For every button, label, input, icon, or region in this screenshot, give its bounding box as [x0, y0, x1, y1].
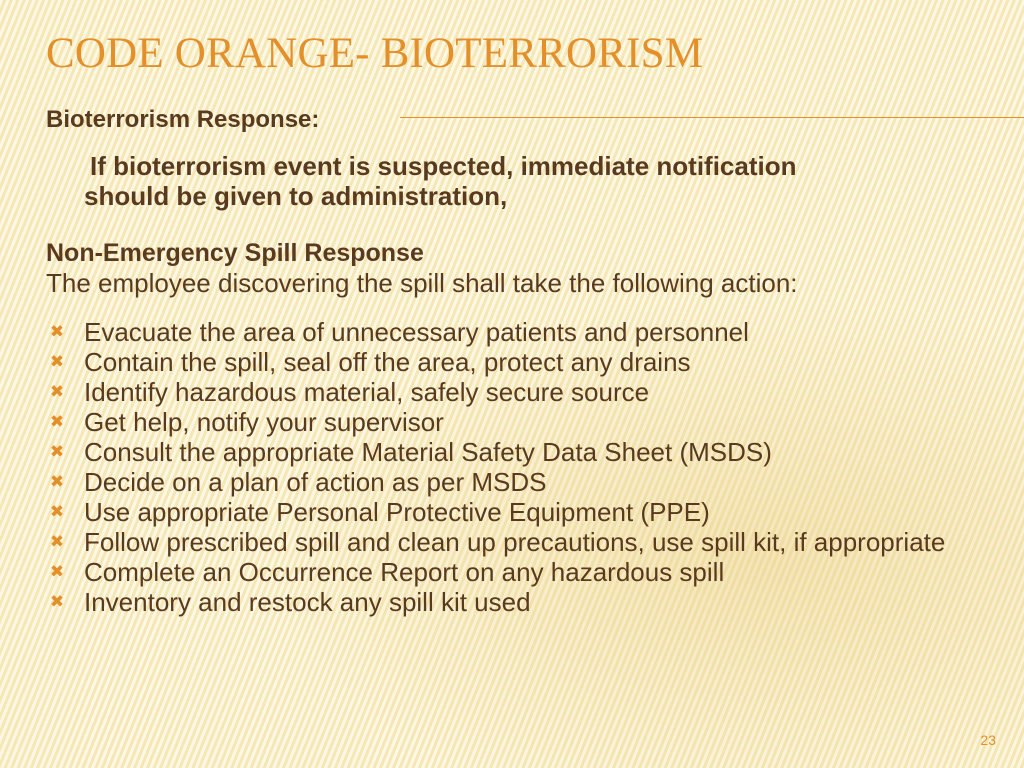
- list-item-text: Inventory and restock any spill kit used: [84, 587, 531, 617]
- heading-divider: [400, 117, 1024, 118]
- x-mark-icon: ✖: [49, 562, 65, 581]
- list-item: [46, 467, 986, 497]
- list-item-text: Consult the appropriate Material Safety Data Sheet (MSDS): [84, 437, 772, 467]
- list-item-text: Contain the spill, seal off the area, protect any drains: [84, 347, 691, 377]
- list-item: [46, 347, 986, 377]
- notification-text: [84, 151, 984, 211]
- list-item: [46, 527, 986, 557]
- list-item: [46, 497, 986, 527]
- list-item: [46, 437, 986, 467]
- list-item-text: Follow prescribed spill and clean up precautions, use spill kit, if appropriate: [84, 527, 946, 557]
- x-mark-icon: ✖: [49, 592, 65, 611]
- list-item-text: Use appropriate Personal Protective Equipment (PPE): [84, 497, 710, 527]
- list-item: [46, 377, 986, 407]
- x-mark-icon: ✖: [49, 472, 65, 491]
- x-mark-icon: ✖: [49, 382, 65, 401]
- notification-line-1: If bioterrorism event is suspected, immediate notification: [90, 151, 797, 181]
- x-mark-icon: ✖: [49, 412, 65, 431]
- slide-title: CODE ORANGE- BIOTERRORISM: [46, 30, 704, 77]
- list-item-text: Decide on a plan of action as per MSDS: [84, 467, 547, 497]
- list-item: [46, 407, 986, 437]
- x-mark-icon: ✖: [49, 532, 65, 551]
- page-number: 23: [980, 732, 996, 748]
- bioterrorism-response-heading: Bioterrorism Response:: [46, 106, 320, 133]
- spill-action-list: [46, 317, 986, 617]
- spill-intro-text: The employee discovering the spill shall take the following action:: [46, 268, 798, 298]
- x-mark-icon: ✖: [49, 352, 65, 371]
- x-mark-icon: ✖: [49, 322, 65, 341]
- list-item-text: Complete an Occurrence Report on any hazardous spill: [84, 557, 725, 587]
- list-item: [46, 317, 986, 347]
- list-item-text: Evacuate the area of unnecessary patients and personnel: [84, 317, 749, 347]
- notification-line-2: should be given to administration,: [84, 181, 508, 211]
- list-item: [46, 557, 986, 587]
- list-item-text: Identify hazardous material, safely secure source: [84, 377, 650, 407]
- x-mark-icon: ✖: [49, 502, 65, 521]
- list-item: [46, 587, 986, 617]
- spill-response-heading: Non-Emergency Spill Response: [46, 239, 424, 267]
- x-mark-icon: ✖: [49, 442, 65, 461]
- list-item-text: Get help, notify your supervisor: [84, 407, 444, 437]
